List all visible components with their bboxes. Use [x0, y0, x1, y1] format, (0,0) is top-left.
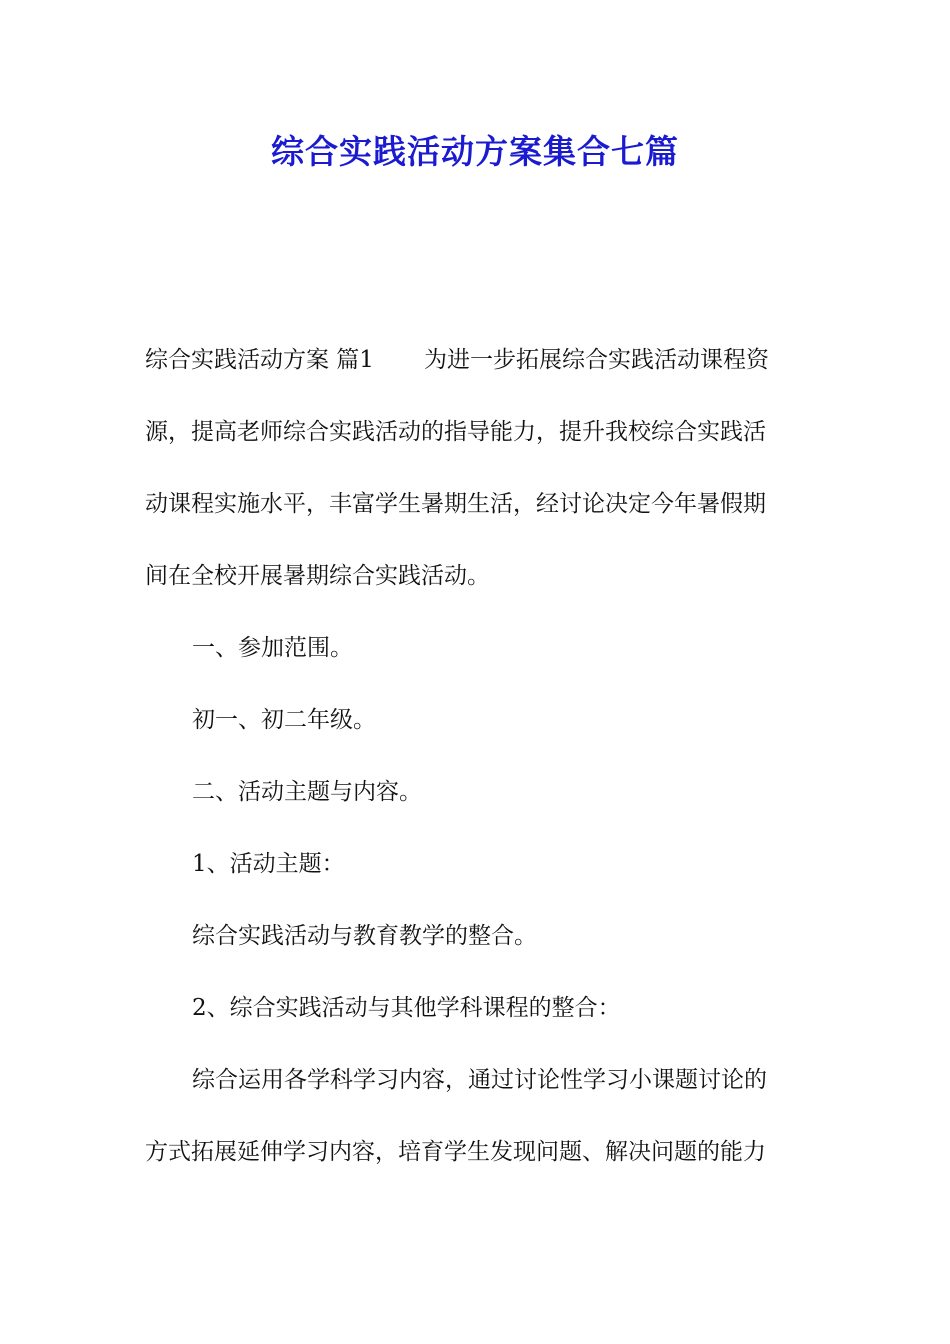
paragraph-line: 方式拓展延伸学习内容，培育学生发现问题、解决问题的能力	[145, 1139, 766, 1165]
paragraph-line	[145, 336, 810, 408]
paragraph-line: 源，提高老师综合实践活动的指导能力，提升我校综合实践活	[145, 419, 766, 445]
document-title: 综合实践活动方案集合七篇	[271, 132, 679, 171]
paragraph-line: 间在全校开展暑期综合实践活动。	[145, 563, 490, 589]
paragraph-line: 二、活动主题与内容。	[192, 779, 422, 805]
paragraph-line: 初一、初二年级。	[192, 707, 376, 733]
section-heading: 综合实践活动方案 篇1	[145, 347, 374, 373]
document-body	[145, 336, 810, 1200]
paragraph-line: 动课程实施水平，丰富学生暑期生活，经讨论决定今年暑假期	[145, 491, 766, 517]
paragraph-line: 2、综合实践活动与其他学科课程的整合：	[192, 995, 621, 1021]
paragraph-line: 综合运用各学科学习内容，通过讨论性学习小课题讨论的	[192, 1067, 767, 1093]
paragraph-text: 为进一步拓展综合实践活动课程资	[423, 347, 769, 373]
paragraph-line: 综合实践活动与教育教学的整合。	[192, 923, 537, 949]
paragraph-line: 1、活动主题：	[192, 851, 345, 877]
paragraph-line: 一、参加范围。	[192, 635, 353, 661]
